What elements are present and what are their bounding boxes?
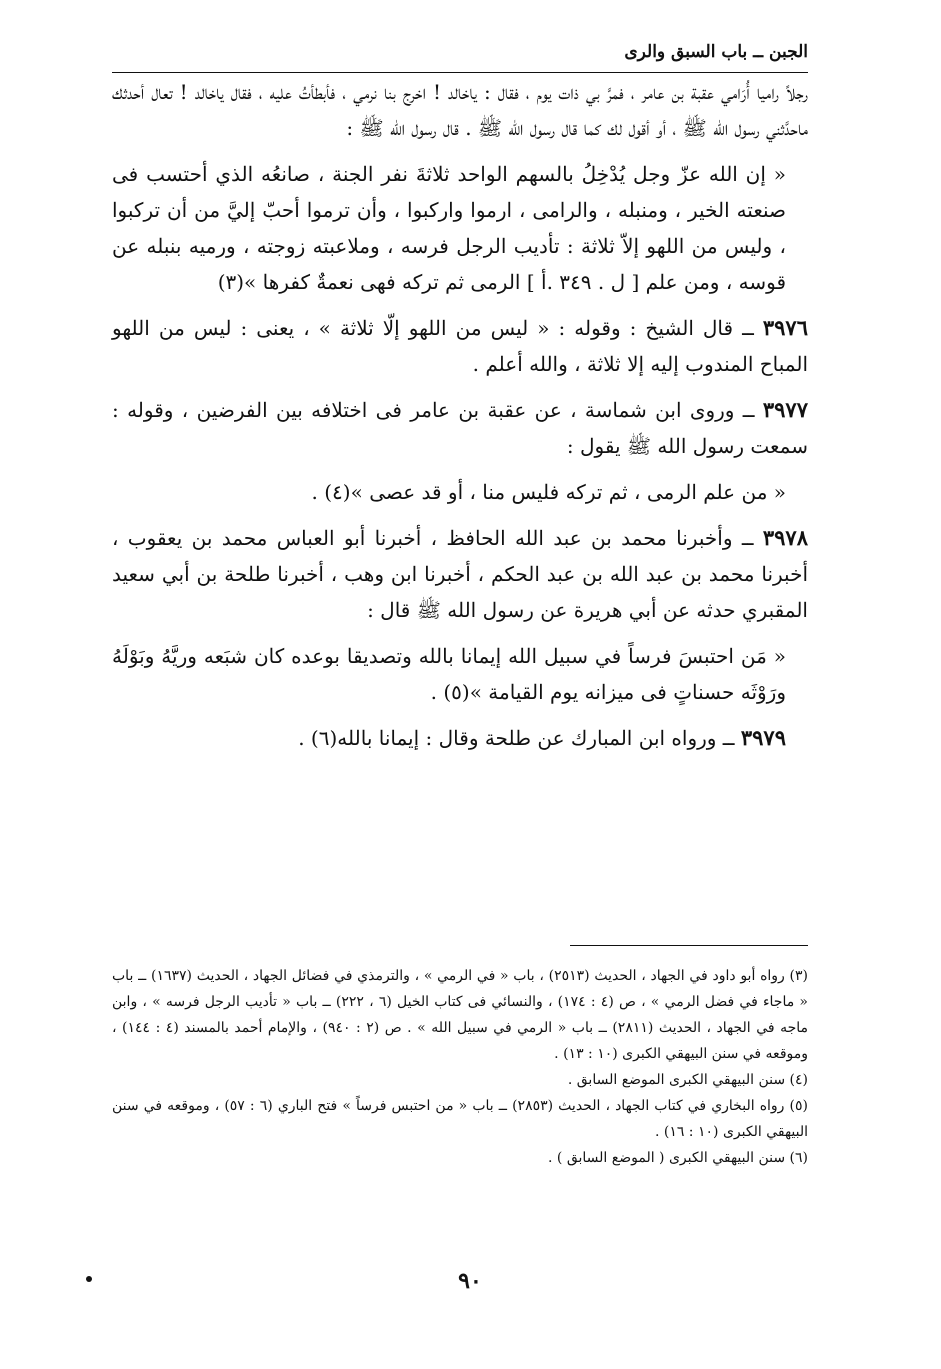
paragraph-text: « إن الله عزّ وجل يُدْخِلُ بالسهم الواحد ثلاثةَ نفر الجنة ، صانعُه الذي أحتسب فى صنعته الخير ، ومنبله ، والرامى ، ارموا واركبوا ، وأن ترموا أحبّ إليَّ من أن تركبوا ، وليس من اللهو إلاّ ثلاثة : تأديب الرجل فرسه ، وملاعبته زوجته ، ورميه بنبله عن قوسه ، ومن علم [ ل . ٣٤٩ .أ ] الرمى ثم تركه فهى نعمةٌ كفرها »(٣): [112, 162, 786, 294]
footnote: (٦) سنن البيهقي الكبرى ( الموضع السابق ) .: [548, 1150, 808, 1166]
paragraph-text: ــ وروى ابن شماسة ، عن عقبة بن عامر فى اختلافه بين الفرضين ، وقوله : سمعت رسول الله ﷺ يقول :: [112, 398, 808, 458]
footnote: (٣) رواه أبو داود في الجهاد ، الحديث (٢٥١٣) ، باب « في الرمي » ، والترمذي في فضائل الجهاد ، الحديث (١٦٣٧) ــ باب « ماجاء في فضل الرمي » ، ص (٤ : ١٧٤) ، والنسائي فى كتاب الخيل (٦ ، ٢٢٢) ــ باب « تأديب الرجل فرسه » ، وابن ماجه في الجهاد ، الحديث (٢٨١١) ــ باب « الرمي في سبيل الله » . ص (٢ : ٩٤٠) ، والإمام أحمد بالمسند (٤ : ١٤٤) ، وموقعه في سنن البيهقي الكبرى (١٠ : ١٣) .: [112, 968, 808, 1062]
hadith-number: ٣٩٧٩: [740, 725, 786, 750]
page-number: ٩٠: [458, 1268, 482, 1294]
hadith-quote: [112, 474, 808, 510]
main-text: [112, 74, 808, 756]
hadith-number: ٣٩٧٨: [762, 525, 808, 550]
paragraph-text: « مَن احتبسَ فرساً في سبيل الله إيمانا بالله وتصديقا بوعده كان شبَعه وريَّهُ وبَوْلَهُ ورَوْثَه حسناتٍ فى ميزانه يوم القيامة »(٥) .: [112, 644, 786, 704]
footnotes: [112, 963, 808, 1171]
running-header-title: الجبن ــ باب السبق والرى: [624, 42, 808, 62]
hadith-number: ٣٩٧٦: [762, 315, 808, 340]
margin-dot: [86, 1276, 92, 1282]
numbered-paragraph: [112, 310, 808, 382]
footnote: (٥) رواه البخاري في كتاب الجهاد ، الحديث (٢٨٥٣) ــ باب « من احتبس فرساً » فتح الباري (٦ : ٥٧) ، وموقعه في سنن البيهقي الكبرى (١٠ : ١٦) .: [112, 1098, 808, 1140]
footnote-separator: [570, 945, 808, 946]
footnote: (٤) سنن البيهقي الكبرى الموضع السابق .: [567, 1072, 808, 1088]
numbered-paragraph: [112, 392, 808, 464]
paragraph: [112, 74, 808, 146]
paragraph-text: ــ قال الشيخ : وقوله : « ليس من اللهو إلّا ثلاثة » ، يعنى : ليس من اللهو المباح المندوب إليه إلا ثلاثة ، والله أعلم .: [112, 316, 808, 376]
numbered-paragraph: [112, 520, 808, 628]
paragraph-text: رجلاً راميا أُرَامي عقبة بن عامر ، فمرَّ بي ذات يوم ، فقال : ياخالد ! اخرج بنا نرمي ، فأبطأتُ عليه ، فقال ياخالد ! تعال أحدثك ماحدَّثني رسول الله ﷺ ، أو أقول لك كما قال رسول الله ﷺ . قال رسول الله ﷺ :: [112, 80, 808, 140]
hadith-quote: [112, 638, 808, 710]
paragraph-text: « من علم الرمى ، ثم تركه فليس منا ، أو قد عصى »(٤) .: [311, 480, 786, 504]
hadith-number: ٣٩٧٧: [762, 397, 808, 422]
hadith-quote: [112, 156, 808, 300]
paragraph-text: ــ ورواه ابن المبارك عن طلحة وقال : إيمانا بالله(٦) .: [298, 726, 741, 750]
paragraph-text: ــ وأخبرنا محمد بن عبد الله الحافظ ، أخبرنا أبو العباس محمد بن يعقوب ، أخبرنا محمد بن عبد الله بن عبد الحكم ، أخبرنا ابن وهب ، أخبرنا طلحة بن أبي سعيد المقبري حدثه عن أبي هريرة عن رسول الله ﷺ قال :: [112, 526, 808, 622]
numbered-paragraph: [112, 720, 808, 756]
running-header: [112, 40, 808, 73]
